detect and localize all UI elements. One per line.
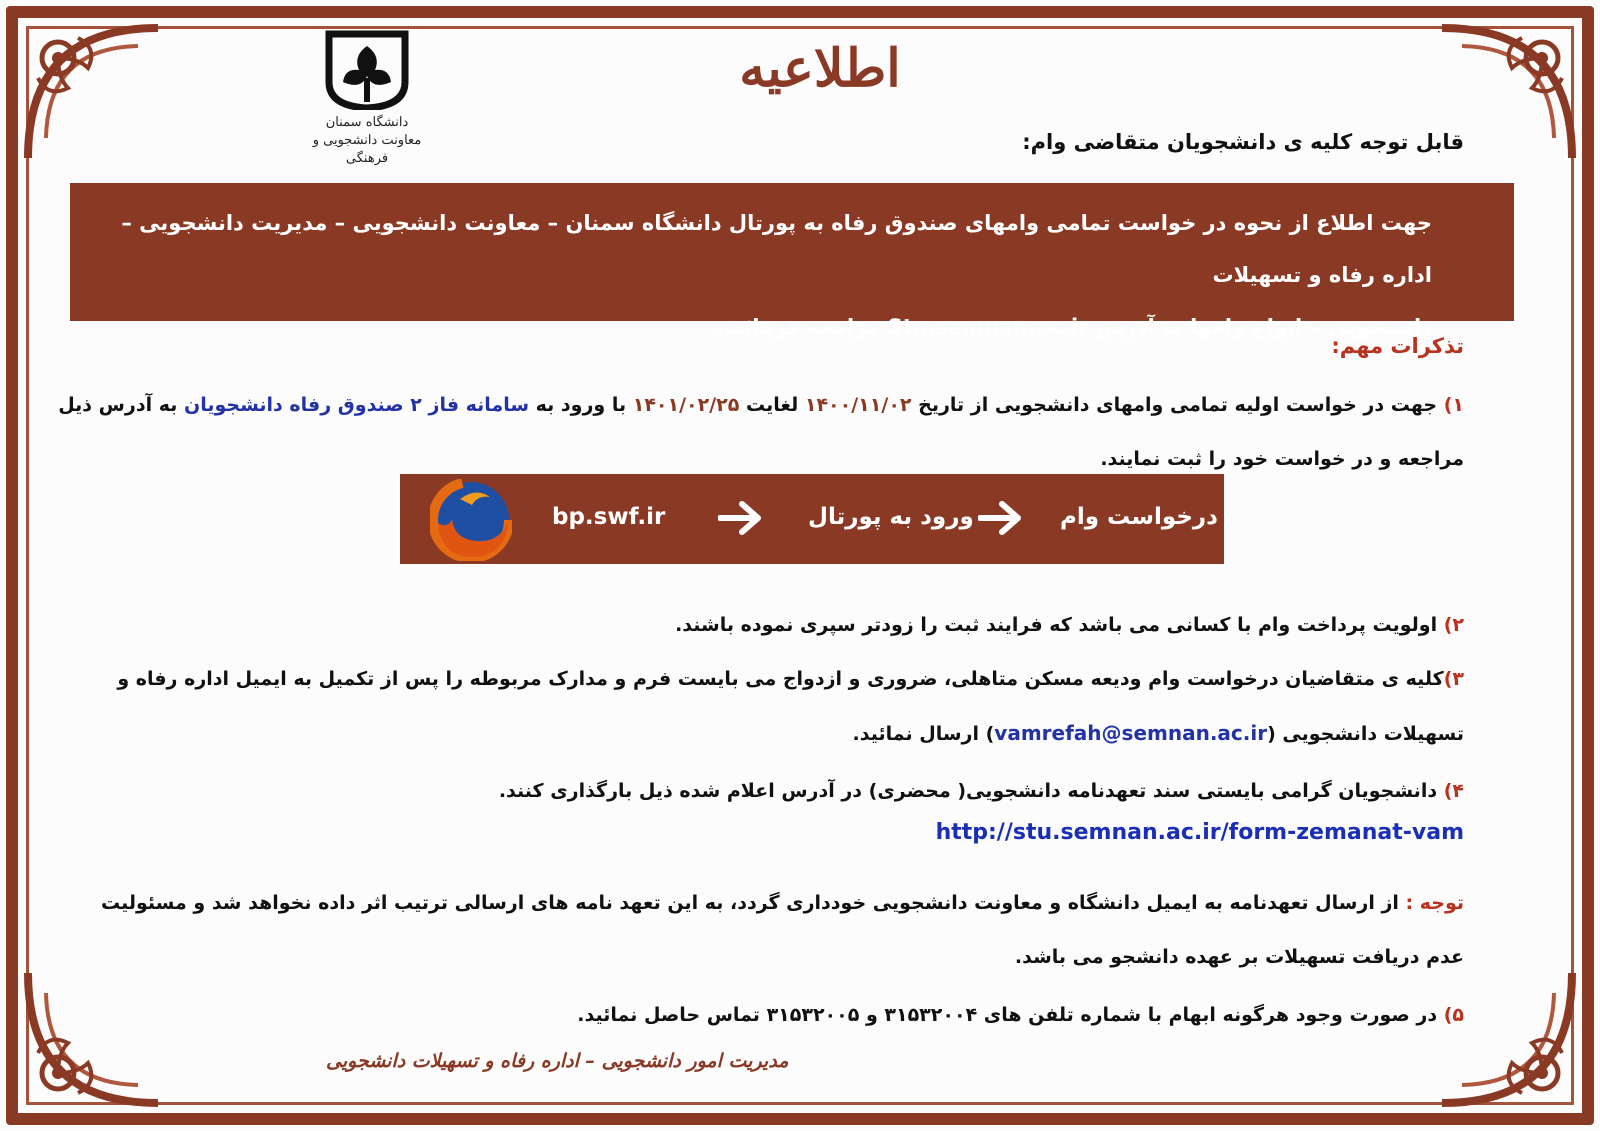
logo-university-name: دانشگاه سمنان (325, 115, 409, 130)
banner-line-2: دانشجویی – انواع وامها به آدرس Stu.semnan.ac.ir مراجعه فرمائید. (715, 315, 1432, 339)
note-item-3 (44, 652, 1464, 761)
guarantee-form-link[interactable]: http://stu.semnan.ac.ir/form-zemanat-vam (935, 820, 1464, 845)
portal-url[interactable]: bp.swf.ir (552, 504, 666, 530)
info-banner (70, 183, 1514, 339)
attention-text: از ارسال تعهدنامه به ایمیل دانشگاه و معاونت دانشجویی خودداری گردد، به این تعهد نامه های ارسالی ترتیب اثر داده نخواهد شد و مسئولیت عدم دریافت تسهیلات بر عهده دانشجو می باشد. (101, 892, 1464, 968)
item-text: جهت در خواست اولیه تمامی وامهای دانشجویی از تاریخ (911, 394, 1444, 416)
item-text: اولویت پرداخت وام با کسانی می باشد که فرایند ثبت را زودتر سپری نموده باشند. (675, 614, 1444, 636)
item-text: با ورود به (529, 394, 633, 416)
intro-text: قابل توجه کلیه ی دانشجویان متقاضی وام: (1022, 130, 1464, 154)
firefox-icon (430, 479, 512, 561)
arrow-right-icon (978, 498, 1024, 538)
portal-steps-banner (400, 474, 1224, 564)
logo-department-name: معاونت دانشجویی و فرهنگی (312, 133, 422, 166)
system-name: سامانه فاز ۲ صندوق رفاه دانشجویان (183, 394, 530, 416)
page-title: اطلاعیه (739, 38, 901, 99)
item-text: دانشجویان گرامی بایستی سند تعهدنامه دانشجویی( محضری) در آدرس اعلام شده ذیل بارگذاری کنند. (498, 780, 1444, 802)
arrow-right-icon (718, 498, 764, 538)
note-item-2 (675, 598, 1464, 652)
note-item-5 (577, 988, 1464, 1042)
step-enter-portal: ورود به پورتال (808, 504, 974, 530)
notes-heading: تذکرات مهم: (1331, 334, 1464, 358)
item-text: لغایت (739, 394, 805, 416)
item-text: ) ارسال نمائید. (852, 723, 995, 745)
footer-signature: مدیریت امور دانشجویی – اداره رفاه و تسهیلات دانشجویی (326, 1050, 789, 1072)
item-number: ۲) (1443, 614, 1464, 636)
item-text: در صورت وجود هرگونه ابهام با شماره تلفن های ۳۱۵۳۲۰۰۴ و ۳۱۵۳۲۰۰۵ تماس حاصل نمائید. (577, 1004, 1444, 1026)
university-emblem-icon (321, 30, 413, 110)
university-logo (312, 30, 422, 170)
email-link[interactable]: vamrefah@semnan.ac.ir (994, 721, 1268, 745)
corner-ornament (18, 18, 168, 168)
corner-ornament (18, 963, 168, 1113)
attention-label: توجه : (1405, 892, 1464, 914)
date-to: ۱۴۰۱/۰۲/۲۵ (632, 394, 740, 416)
attention-note (70, 876, 1464, 984)
item-text: به آدرس ذیل مراجعه و در خواست خود را ثبت نمایند. (58, 394, 1464, 470)
note-item-4 (499, 764, 1464, 818)
date-from: ۱۴۰۰/۱۱/۰۲ (804, 394, 912, 416)
item-number: ۱) (1443, 394, 1464, 416)
item-number: ۵) (1443, 1004, 1464, 1026)
note-item-1 (44, 378, 1464, 486)
item-text: کلیه ی متقاضیان درخواست وام ودیعه مسکن متاهلی، ضروری و ازدواج می بایست فرم و مدارک مربوطه را پس از تکمیل به ایمیل اداره رفاه و تسهیلات دانشجویی ( (117, 668, 1464, 745)
banner-line-1: جهت اطلاع از نحوه در خواست تمامی وامهای صندوق رفاه به پورتال دانشگاه سمنان – معاونت دانشجویی – مدیریت دانشجویی – اداره رفاه و تسهیلات (121, 211, 1432, 287)
item-number: ۳) (1443, 668, 1464, 690)
item-number: ۴) (1443, 780, 1464, 802)
step-loan-request: درخواست وام (1060, 504, 1218, 530)
